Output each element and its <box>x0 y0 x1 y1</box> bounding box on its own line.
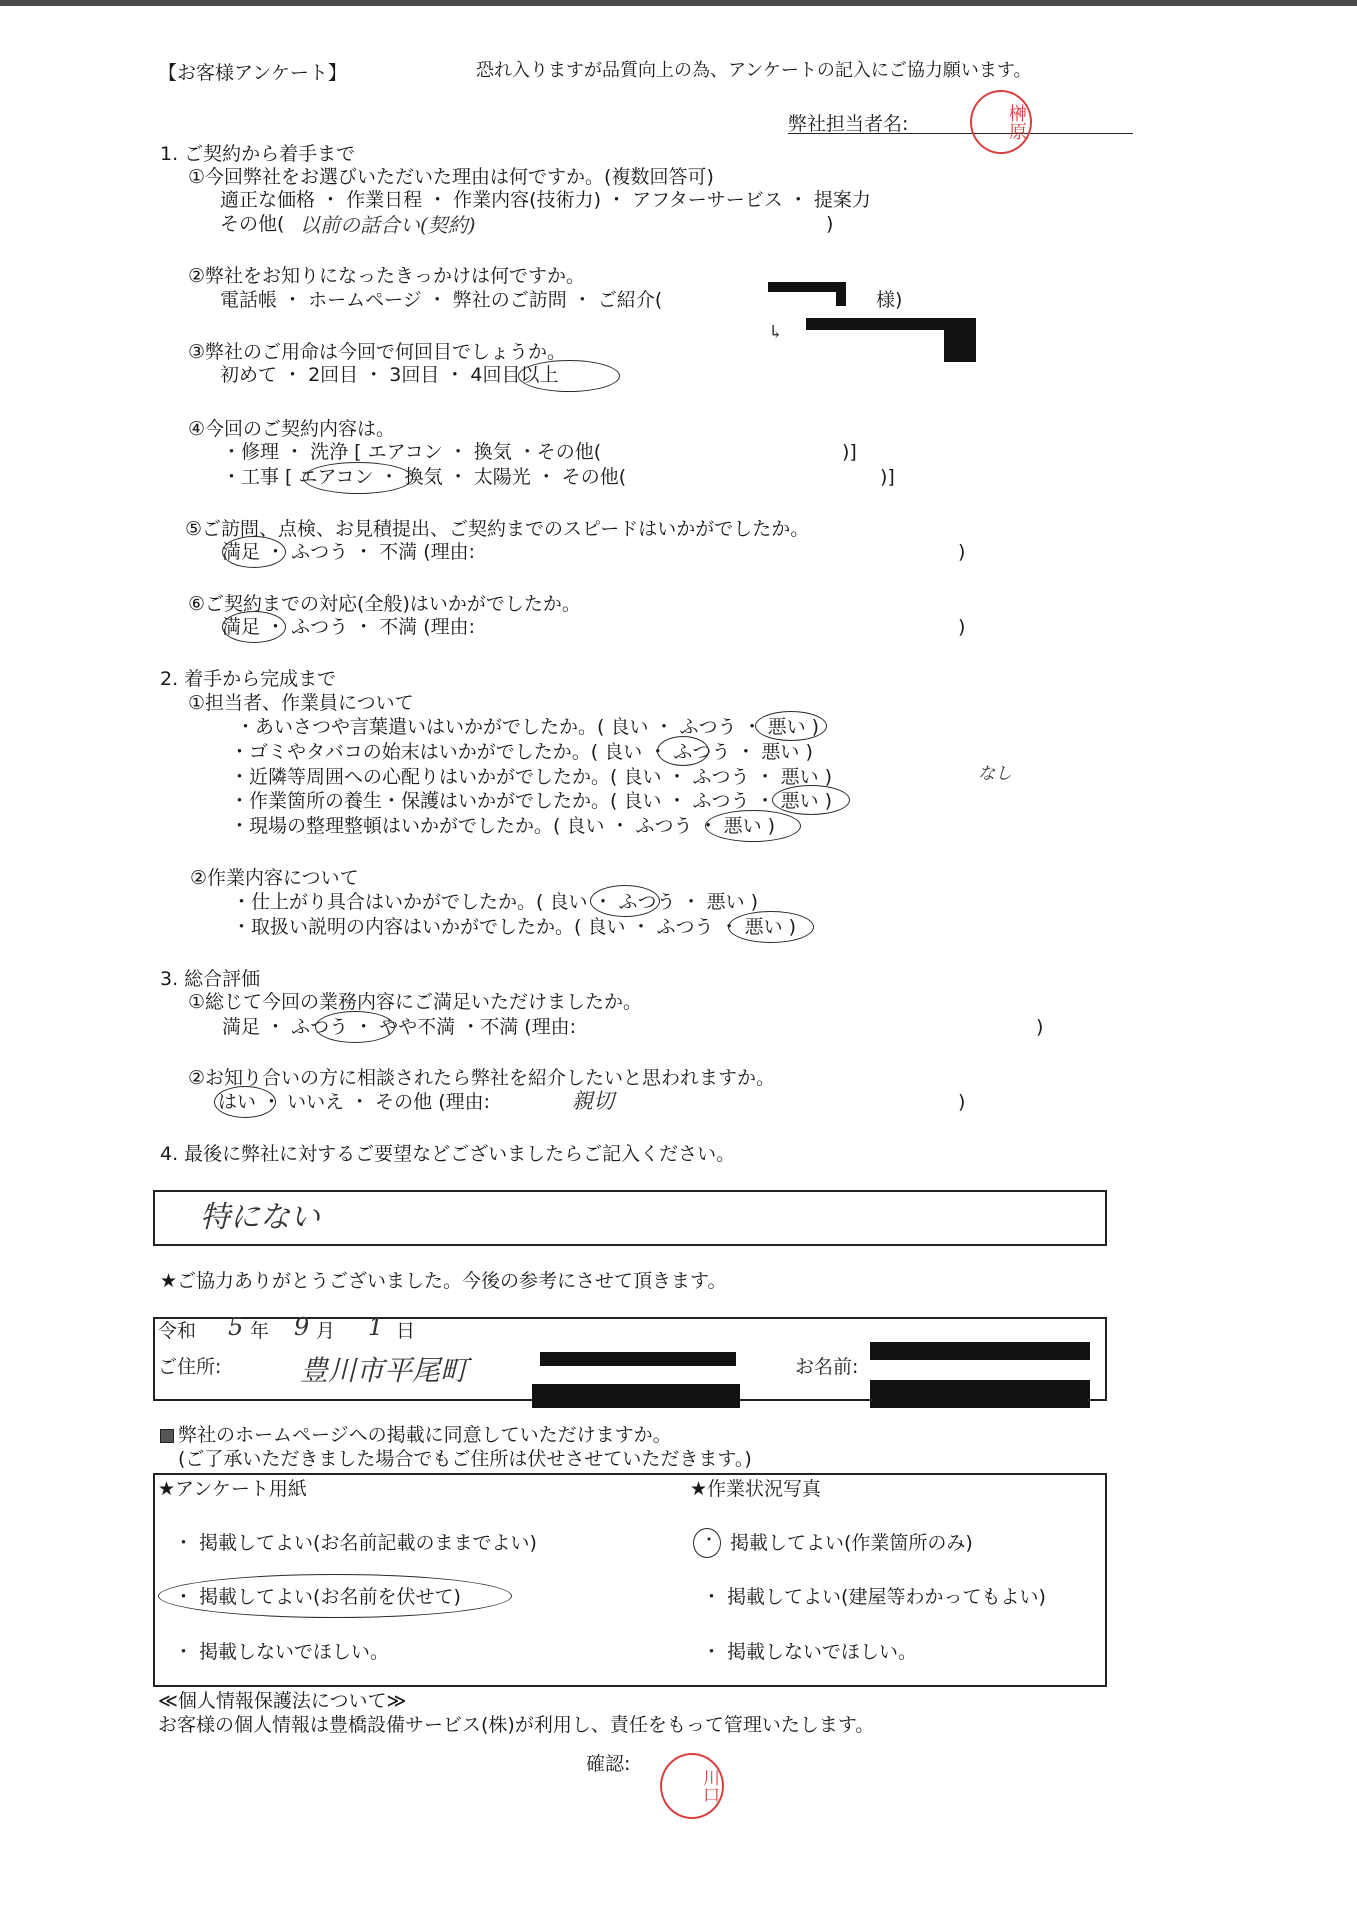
s3-q1-close: ) <box>1036 1016 1044 1038</box>
request-answer: 特にない <box>200 1200 320 1235</box>
q1-1-other-close: ) <box>826 213 834 235</box>
q1-6-close: ) <box>958 616 966 638</box>
answer-circle-overall-normal <box>315 1011 395 1043</box>
s3-q1-options: 満足 ・ ふつう ・ やや不満 ・不満 (理由: <box>222 1016 577 1038</box>
confirm-stamp: 川口 <box>660 1753 724 1819</box>
staff-underline <box>788 133 1133 134</box>
month-value: 9 <box>294 1313 310 1341</box>
q1-4-construction-close: )] <box>880 466 895 488</box>
answer-circle-greeting-normal <box>755 711 827 741</box>
q1-5-question: ⑤ご訪問、点検、お見積提出、ご契約までのスピードはいかがでしたか。 <box>185 518 810 540</box>
q1-1-other-answer: 以前の話合い(契約) <box>300 213 476 237</box>
privacy-text: お客様の個人情報は豊橋設備サービス(株)が利用し、責任をもって管理いたします。 <box>158 1714 875 1736</box>
survey-sheet-heading: ★アンケート用紙 <box>158 1478 307 1500</box>
name-label: お名前: <box>795 1356 859 1378</box>
q1-1-options: 適正な価格 ・ 作業日程 ・ 作業内容(技術力) ・ アフターサービス ・ 提案力 <box>220 189 871 211</box>
address-label: ご住所: <box>158 1356 222 1378</box>
day-value: 1 <box>368 1313 384 1341</box>
staff-label: 弊社担当者名: <box>788 113 909 135</box>
s2-item-garbage: ・ゴミやタバコの始末はいかがでしたか。( 良い ・ ふつう ・ 悪い ) <box>230 741 813 763</box>
photo-option-work-area[interactable]: 掲載してよい(作業箇所のみ) <box>730 1532 973 1554</box>
answer-circle-tidiness-normal <box>705 810 801 842</box>
answer-circle-finish-good <box>590 885 660 917</box>
privacy-heading: ≪個人情報保護法について≫ <box>158 1690 407 1712</box>
answer-circle-garbage-good <box>657 736 709 766</box>
redaction-referrer-1 <box>768 282 846 292</box>
neighbors-note: なし <box>978 764 1012 784</box>
s2-item-tidiness: ・現場の整理整頓はいかがでしたか。( 良い ・ ふつう ・ 悪い ) <box>230 815 776 837</box>
answer-circle-hide-name <box>158 1574 512 1618</box>
request-text: 恐れ入りますが品質向上の為、アンケートの記入にご協力願います。 <box>476 60 1032 81</box>
thanks-text: ★ご協力ありがとうございました。今後の参考にさせて頂きます。 <box>160 1270 727 1292</box>
s2-item-explanation: ・取扱い説明の内容はいかがでしたか。( 良い ・ ふつう ・ 悪い ) <box>232 916 797 938</box>
q1-3-question: ③弊社のご用命は今回で何回目でしょうか。 <box>188 341 567 363</box>
q1-1-question: ①今回弊社をお選びいただいた理由は何ですか。(複数回答可) <box>188 166 714 188</box>
s3-q2-answer: 親切 <box>572 1089 614 1113</box>
q1-1-other-label: その他( <box>220 213 285 235</box>
section-1-heading: 1. ご契約から着手まで <box>160 143 356 165</box>
q1-4-repair-close: )] <box>842 441 857 463</box>
day-label: 日 <box>396 1320 416 1342</box>
redaction-referrer-4 <box>944 320 976 362</box>
year-value: 5 <box>228 1313 244 1341</box>
photo-option-building[interactable]: ・ 掲載してよい(建屋等わかってもよい) <box>702 1586 1046 1608</box>
q1-5-close: ) <box>958 541 966 563</box>
answer-circle-recommend-yes <box>214 1086 276 1118</box>
answer-circle-aircon-construction <box>303 462 413 494</box>
answer-circle-explanation-normal <box>728 911 814 943</box>
answer-circle-protection-normal <box>772 785 850 815</box>
answer-circle-response-satisfied <box>222 611 286 643</box>
era-label: 令和 <box>158 1320 197 1342</box>
redaction-address-1 <box>540 1352 736 1366</box>
year-label: 年 <box>250 1320 270 1342</box>
s2-item-greeting: ・あいさつや言葉遣いはいかがでしたか。( 良い ・ ふつう ・ 悪い ) <box>236 716 820 738</box>
consent-bullet-icon <box>160 1429 174 1443</box>
survey-option-no-publish[interactable]: ・ 掲載しないでほしい。 <box>174 1641 390 1663</box>
referrer-arrow: ↳ <box>768 322 784 343</box>
s3-q1: ①総じて今回の業務内容にご満足いただけましたか。 <box>188 991 643 1013</box>
survey-title: 【お客様アンケート】 <box>158 62 347 84</box>
q1-4-question: ④今回のご契約内容は。 <box>188 418 396 440</box>
section-4-heading: 4. 最後に弊社に対するご要望などございましたらご記入ください。 <box>160 1143 736 1165</box>
q1-3-options: 初めて ・ 2回目 ・ 3回目 ・ 4回目以上 <box>220 364 559 386</box>
scan-edge <box>0 0 1357 6</box>
redaction-name-1 <box>870 1342 1090 1360</box>
q1-4-construction-line: ・工事 [ エアコン ・ 換気 ・ 太陽光 ・ その他( <box>222 466 627 488</box>
s3-q2-close: ) <box>958 1091 966 1113</box>
publish-question: 弊社のホームページへの掲載に同意していただけますか。 <box>178 1424 672 1446</box>
redaction-name-2 <box>870 1380 1090 1408</box>
survey-option-with-name[interactable]: ・ 掲載してよい(お名前記載のままでよい) <box>174 1532 537 1554</box>
work-photo-heading: ★作業状況写真 <box>690 1478 822 1500</box>
survey-option-hide-name[interactable]: ・ 掲載してよい(お名前を伏せて) <box>174 1586 461 1608</box>
s2-sub1: ①担当者、作業員について <box>188 692 414 714</box>
section-3-heading: 3. 総合評価 <box>160 968 261 990</box>
photo-option-no-publish[interactable]: ・ 掲載しないでほしい。 <box>702 1641 918 1663</box>
address-value: 豊川市平尾町 <box>300 1354 469 1387</box>
q1-6-question: ⑥ご契約までの対応(全般)はいかがでしたか。 <box>188 593 581 615</box>
s2-item-protection: ・作業箇所の養生・保護はいかがでしたか。( 良い ・ ふつう ・ 悪い ) <box>230 790 833 812</box>
answer-circle-4th-time <box>518 360 620 392</box>
confirm-label: 確認: <box>586 1753 631 1775</box>
selected-dot-icon: ・ <box>701 1530 718 1549</box>
s2-item-neighbors: ・近隣等周囲への心配りはいかがでしたか。( 良い ・ ふつう ・ 悪い ) <box>230 766 833 788</box>
q1-2-question: ②弊社をお知りになったきっかけは何ですか。 <box>188 265 586 287</box>
q1-2-options: 電話帳 ・ ホームページ ・ 弊社のご訪問 ・ ご紹介( <box>220 289 663 311</box>
section-2-heading: 2. 着手から完成まで <box>160 668 337 690</box>
redaction-address-2 <box>532 1384 740 1408</box>
staff-name-stamp: 榊原 <box>970 90 1032 154</box>
s3-q2: ②お知り合いの方に相談されたら弊社を紹介したいと思われますか。 <box>188 1067 776 1089</box>
q1-2-sama: 様) <box>876 289 903 311</box>
s3-q2-options: はい ・ いいえ ・ その他 (理由: <box>218 1091 491 1113</box>
redaction-referrer-2 <box>836 284 846 306</box>
month-label: 月 <box>316 1320 336 1342</box>
answer-circle-speed-satisfied <box>222 536 286 568</box>
q1-5-options: 満足 ・ ふつう ・ 不満 (理由: <box>222 541 476 563</box>
s2-sub2: ②作業内容について <box>190 867 359 889</box>
s2-item-finish: ・仕上がり具合はいかがでしたか。( 良い ・ ふつう ・ 悪い ) <box>232 891 759 913</box>
q1-4-repair-line: ・修理 ・ 洗浄 [ エアコン ・ 換気 ・その他( <box>222 441 602 463</box>
q1-6-options: 満足 ・ ふつう ・ 不満 (理由: <box>222 616 476 638</box>
publish-note: (ご了承いただきました場合でもご住所は伏せさせていただきます。) <box>178 1448 752 1470</box>
